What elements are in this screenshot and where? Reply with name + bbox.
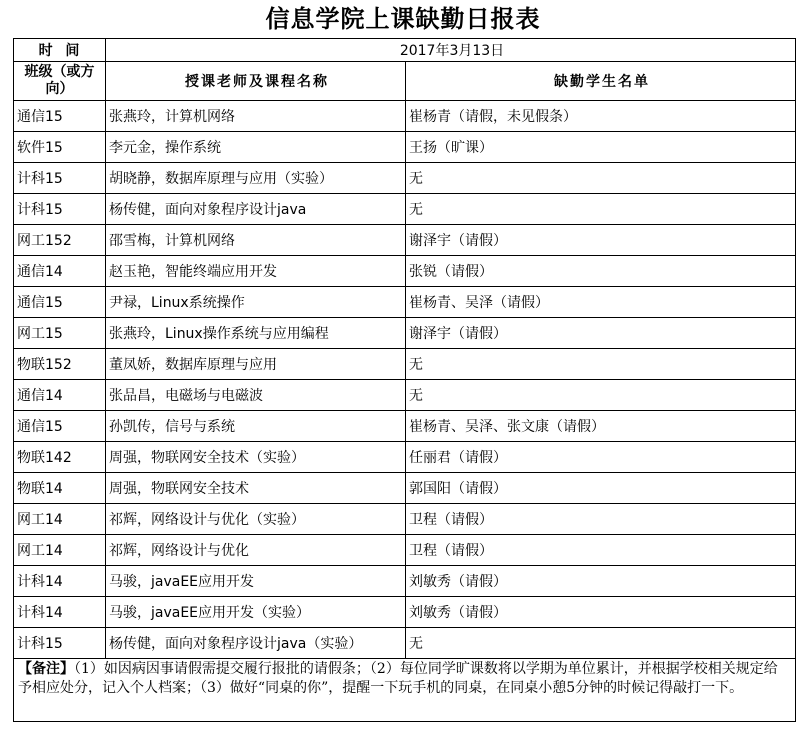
date-row bbox=[14, 39, 796, 62]
cell-absent: 卫程（请假） bbox=[406, 504, 796, 535]
cell-course: 马骏，javaEE应用开发（实验） bbox=[106, 597, 406, 628]
header-class: 班级（或方向） bbox=[14, 62, 106, 101]
cell-course: 李元金，操作系统 bbox=[106, 132, 406, 163]
table-row bbox=[14, 194, 796, 225]
cell-class: 计科15 bbox=[14, 163, 106, 194]
note-cell bbox=[14, 659, 796, 722]
table-row bbox=[14, 535, 796, 566]
cell-absent: 无 bbox=[406, 194, 796, 225]
cell-class: 通信15 bbox=[14, 287, 106, 318]
cell-class: 计科14 bbox=[14, 566, 106, 597]
cell-absent: 张锐（请假） bbox=[406, 256, 796, 287]
table-row bbox=[14, 287, 796, 318]
cell-class: 网工14 bbox=[14, 535, 106, 566]
cell-class: 物联142 bbox=[14, 442, 106, 473]
cell-course: 董凤娇，数据库原理与应用 bbox=[106, 349, 406, 380]
table-row bbox=[14, 163, 796, 194]
cell-absent: 郭国阳（请假） bbox=[406, 473, 796, 504]
page-title: 信息学院上课缺勤日报表 bbox=[265, 5, 541, 33]
cell-class: 通信14 bbox=[14, 256, 106, 287]
header-absent: 缺勤学生名单 bbox=[406, 62, 796, 101]
cell-course: 尹禄，Linux系统操作 bbox=[106, 287, 406, 318]
cell-course: 张品昌，电磁场与电磁波 bbox=[106, 380, 406, 411]
table-row bbox=[14, 504, 796, 535]
cell-absent: 无 bbox=[406, 380, 796, 411]
cell-class: 计科15 bbox=[14, 628, 106, 659]
cell-class: 通信14 bbox=[14, 380, 106, 411]
cell-course: 张燕玲，Linux操作系统与应用编程 bbox=[106, 318, 406, 349]
cell-course: 祁辉，网络设计与优化 bbox=[106, 535, 406, 566]
note-tag: 【备注】 bbox=[18, 661, 74, 677]
cell-course: 杨传健，面向对象程序设计java（实验） bbox=[106, 628, 406, 659]
table-row bbox=[14, 628, 796, 659]
date-label: 时 间 bbox=[14, 39, 106, 62]
cell-absent: 无 bbox=[406, 628, 796, 659]
cell-course: 胡晓静，数据库原理与应用（实验） bbox=[106, 163, 406, 194]
cell-class: 软件15 bbox=[14, 132, 106, 163]
cell-class: 计科14 bbox=[14, 597, 106, 628]
cell-absent: 谢泽宇（请假） bbox=[406, 225, 796, 256]
cell-absent: 崔杨青（请假，未见假条） bbox=[406, 101, 796, 132]
cell-class: 网工15 bbox=[14, 318, 106, 349]
table-row bbox=[14, 380, 796, 411]
cell-class: 计科15 bbox=[14, 194, 106, 225]
table-row bbox=[14, 566, 796, 597]
note-row bbox=[14, 659, 796, 722]
header-teacher-course: 授课老师及课程名称 bbox=[106, 62, 406, 101]
cell-course: 杨传健，面向对象程序设计java bbox=[106, 194, 406, 225]
cell-absent: 刘敏秀（请假） bbox=[406, 566, 796, 597]
cell-absent: 卫程（请假） bbox=[406, 535, 796, 566]
table-row bbox=[14, 349, 796, 380]
note-text: （1）如因病因事请假需提交履行报批的请假条；（2）每位同学旷课数将以学期为单位累计，并根据学校相关规定给予相应处分，记入个人档案；（3）做好“同桌的你”，提醒一下玩手机的同桌，在同桌小憩5分钟的时候记得敲打一下。 bbox=[18, 661, 778, 696]
attendance-table bbox=[13, 38, 796, 722]
cell-course: 周强，物联网安全技术 bbox=[106, 473, 406, 504]
cell-course: 孙凯传，信号与系统 bbox=[106, 411, 406, 442]
cell-course: 赵玉艳，智能终端应用开发 bbox=[106, 256, 406, 287]
cell-class: 物联14 bbox=[14, 473, 106, 504]
header-row bbox=[14, 62, 796, 101]
cell-absent: 崔杨青、吴泽（请假） bbox=[406, 287, 796, 318]
cell-class: 网工14 bbox=[14, 504, 106, 535]
table-row bbox=[14, 597, 796, 628]
table-row bbox=[14, 225, 796, 256]
cell-absent: 崔杨青、吴泽、张文康（请假） bbox=[406, 411, 796, 442]
cell-absent: 刘敏秀（请假） bbox=[406, 597, 796, 628]
cell-absent: 无 bbox=[406, 163, 796, 194]
cell-course: 周强，物联网安全技术（实验） bbox=[106, 442, 406, 473]
cell-class: 通信15 bbox=[14, 101, 106, 132]
cell-absent: 无 bbox=[406, 349, 796, 380]
cell-absent: 谢泽宇（请假） bbox=[406, 318, 796, 349]
table-row bbox=[14, 473, 796, 504]
cell-course: 邵雪梅，计算机网络 bbox=[106, 225, 406, 256]
cell-class: 网工152 bbox=[14, 225, 106, 256]
cell-class: 物联152 bbox=[14, 349, 106, 380]
table-row bbox=[14, 442, 796, 473]
table-row bbox=[14, 411, 796, 442]
cell-absent: 王扬（旷课） bbox=[406, 132, 796, 163]
cell-course: 张燕玲，计算机网络 bbox=[106, 101, 406, 132]
table-row bbox=[14, 101, 796, 132]
date-value: 2017年3月13日 bbox=[106, 39, 796, 62]
cell-course: 马骏，javaEE应用开发 bbox=[106, 566, 406, 597]
table-row bbox=[14, 256, 796, 287]
table-row bbox=[14, 132, 796, 163]
cell-absent: 任丽君（请假） bbox=[406, 442, 796, 473]
table-row bbox=[14, 318, 796, 349]
cell-course: 祁辉，网络设计与优化（实验） bbox=[106, 504, 406, 535]
cell-class: 通信15 bbox=[14, 411, 106, 442]
